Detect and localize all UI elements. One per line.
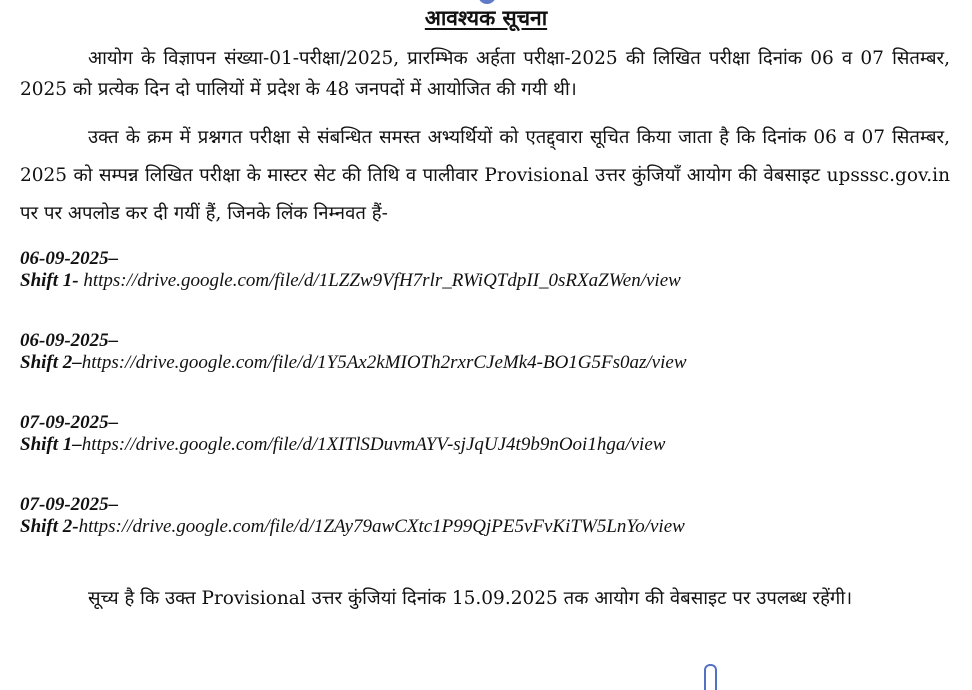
shift-label: Shift 1– xyxy=(20,434,82,455)
notice-paragraph-2: उक्त के क्रम में प्रश्नगत परीक्षा से संबन्धित समस्त अभ्यर्थियों को एतद्द्वारा सूचित किया जाता है कि दिनांक 06 व 07 सितम्बर, 2025 को सम्पन्न लिखित परीक्षा के मास्टर सेट की तिथि व पालीवार Provisional उत्तर कुंजियाँ आयोग की वेबसाइट upsssc.gov.in पर पर अपलोड कर दी गयीं हैं, जिनके लिंक निम्नवत हैं- xyxy=(20,127,950,224)
shift-line xyxy=(20,270,950,292)
shift-label: Shift 1- xyxy=(20,270,79,291)
exam-date: 07-09-2025– xyxy=(20,494,119,515)
shift-line xyxy=(20,352,950,374)
notice-paragraph-1: आयोग के विज्ञापन संख्या-01-परीक्षा/2025, प्रारम्भिक अर्हता परीक्षा-2025 की लिखित परीक्षा दिनांक 06 व 07 सितम्बर, 2025 को प्रत्येक दिन दो पालियों में प्रदेश के 48 जनपदों में आयोजित की गयी थी। xyxy=(20,48,950,100)
answer-key-entry xyxy=(20,412,950,456)
exam-date: 07-09-2025– xyxy=(20,412,119,433)
signature-mark-decoration xyxy=(704,664,717,690)
answer-key-link[interactable]: https://drive.google.com/file/d/1LZZw9VfH7rlr_RWiQTdpII_0sRXaZWen/view xyxy=(78,270,681,291)
notice-paragraph-3: सूच्य है कि उक्त Provisional उत्तर कुंजियां दिनांक 15.09.2025 तक आयोग की वेबसाइट पर उपलब्ध रहेंगी। xyxy=(88,588,853,609)
notice-title: आवश्यक सूचना xyxy=(424,5,548,30)
shift-line xyxy=(20,434,950,456)
exam-date: 06-09-2025– xyxy=(20,248,119,269)
answer-key-entry xyxy=(20,248,950,292)
shift-label: Shift 2– xyxy=(20,352,82,373)
answer-key-entry xyxy=(20,330,950,374)
answer-key-entry xyxy=(20,494,950,538)
shift-line xyxy=(20,516,950,538)
answer-key-link[interactable]: https://drive.google.com/file/d/1XITlSDuvmAYV-sjJqUJ4t9b9nOoi1hga/view xyxy=(81,434,666,455)
answer-key-link[interactable]: https://drive.google.com/file/d/1ZAy79awCXtc1P99QjPE5vFvKiTW5LnYo/view xyxy=(78,516,685,537)
shift-label: Shift 2- xyxy=(20,516,79,537)
answer-key-link[interactable]: https://drive.google.com/file/d/1Y5Ax2kMIOTh2rxrCJeMk4-BO1G5Fs0az/view xyxy=(81,352,687,373)
exam-date: 06-09-2025– xyxy=(20,330,119,351)
